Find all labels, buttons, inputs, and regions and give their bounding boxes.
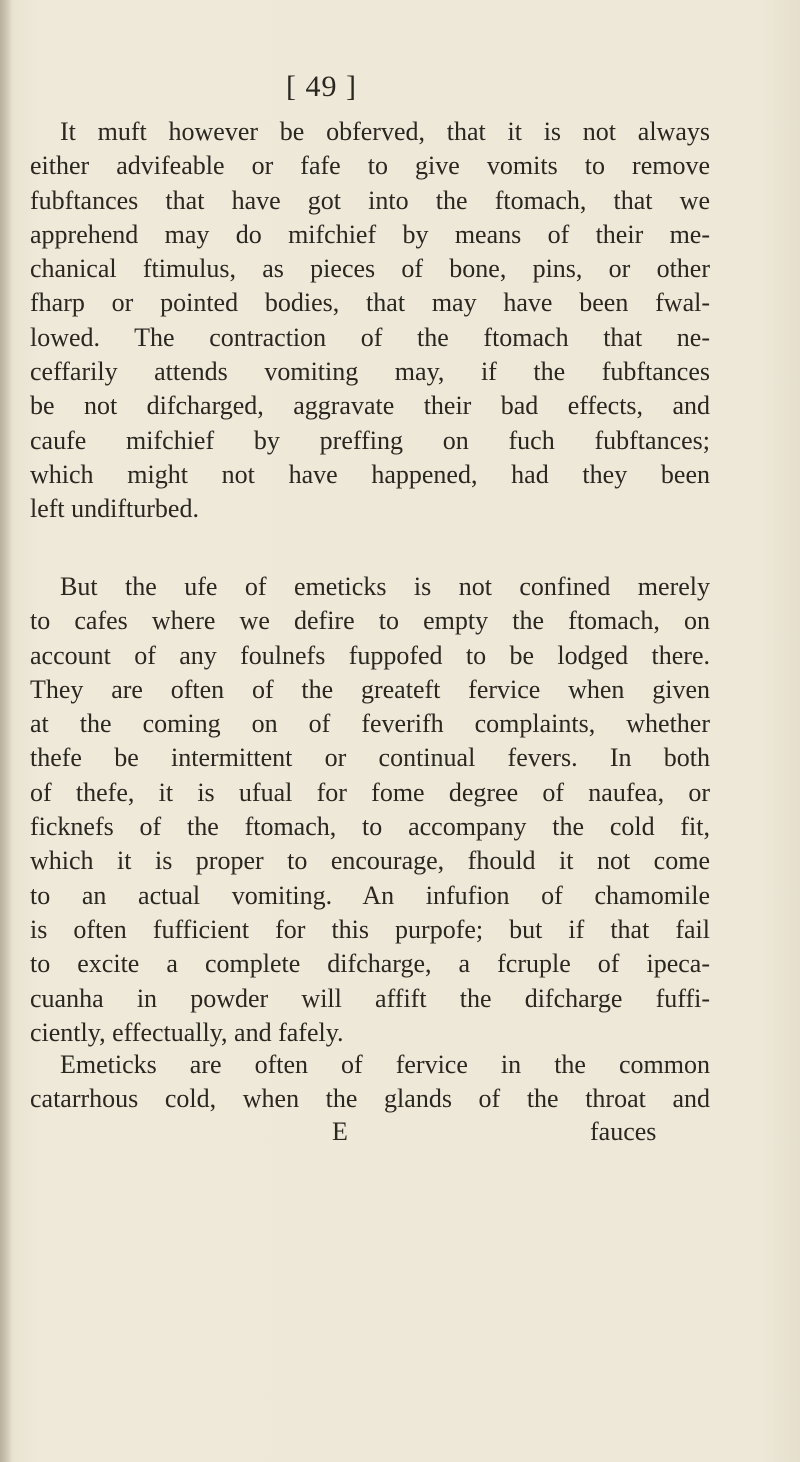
text-line: cuanha in powder will affift the difcharge fuffi- [30, 983, 710, 1013]
text-line: ciently, effectually, and fafely. [30, 1017, 344, 1047]
text-line: to excite a complete difcharge, a fcruple of ipeca- [30, 949, 710, 979]
paragraph-2 [30, 570, 710, 1050]
text-line: caufe mifchief by preffing on fuch fubftances; [30, 425, 710, 455]
text-line: of thefe, it is ufual for fome degree of naufea, or [30, 777, 710, 807]
text-line: be not difcharged, aggravate their bad effects, and [30, 391, 710, 421]
text-line: left undifturbed. [30, 494, 199, 524]
text-line: But the ufe of emeticks is not confined merely [60, 572, 710, 601]
text-line: fharp or pointed bodies, that may have been fwal- [30, 288, 710, 318]
text-line: chanical ftimulus, as pieces of bone, pins, or other [30, 254, 710, 284]
text-line: to cafes where we defire to empty the ftomach, on [30, 606, 710, 636]
paragraph-1 [30, 115, 710, 527]
page-number: [ 49 ] [286, 70, 357, 103]
text-line: They are often of the greateft fervice when given [30, 674, 710, 704]
gutter-shadow [0, 0, 12, 1462]
text-line: at the coming on of feverifh complaints, whether [30, 709, 710, 739]
text-line: either advifeable or fafe to give vomits to remove [30, 151, 710, 181]
text-line: ficknefs of the ftomach, to accompany the cold fit, [30, 812, 710, 842]
text-line: fubftances that have got into the ftomach, that we [30, 185, 710, 215]
text-line: catarrhous cold, when the glands of the throat and [30, 1084, 710, 1114]
text-line: Emeticks are often of fervice in the common [60, 1050, 710, 1079]
text-line: account of any foulnefs fuppofed to be lodged there. [30, 640, 710, 670]
text-line: lowed. The contraction of the ftomach that ne- [30, 322, 710, 352]
text-line: which it is proper to encourage, fhould it not come [30, 846, 710, 876]
paragraph-3 [30, 1048, 710, 1117]
catchword: fauces [590, 1117, 657, 1146]
signature-mark: E [332, 1117, 348, 1146]
text-line: apprehend may do mifchief by means of their me- [30, 219, 710, 249]
text-line: It muft however be obferved, that it is not always [60, 117, 710, 146]
text-line: to an actual vomiting. An infufion of chamomile [30, 880, 710, 910]
text-line: which might not have happened, had they been [30, 459, 710, 489]
text-line: thefe be intermittent or continual fevers. In both [30, 743, 710, 773]
text-line: ceffarily attends vomiting may, if the fubftances [30, 357, 710, 387]
text-line: is often fufficient for this purpofe; but if that fail [30, 914, 710, 944]
